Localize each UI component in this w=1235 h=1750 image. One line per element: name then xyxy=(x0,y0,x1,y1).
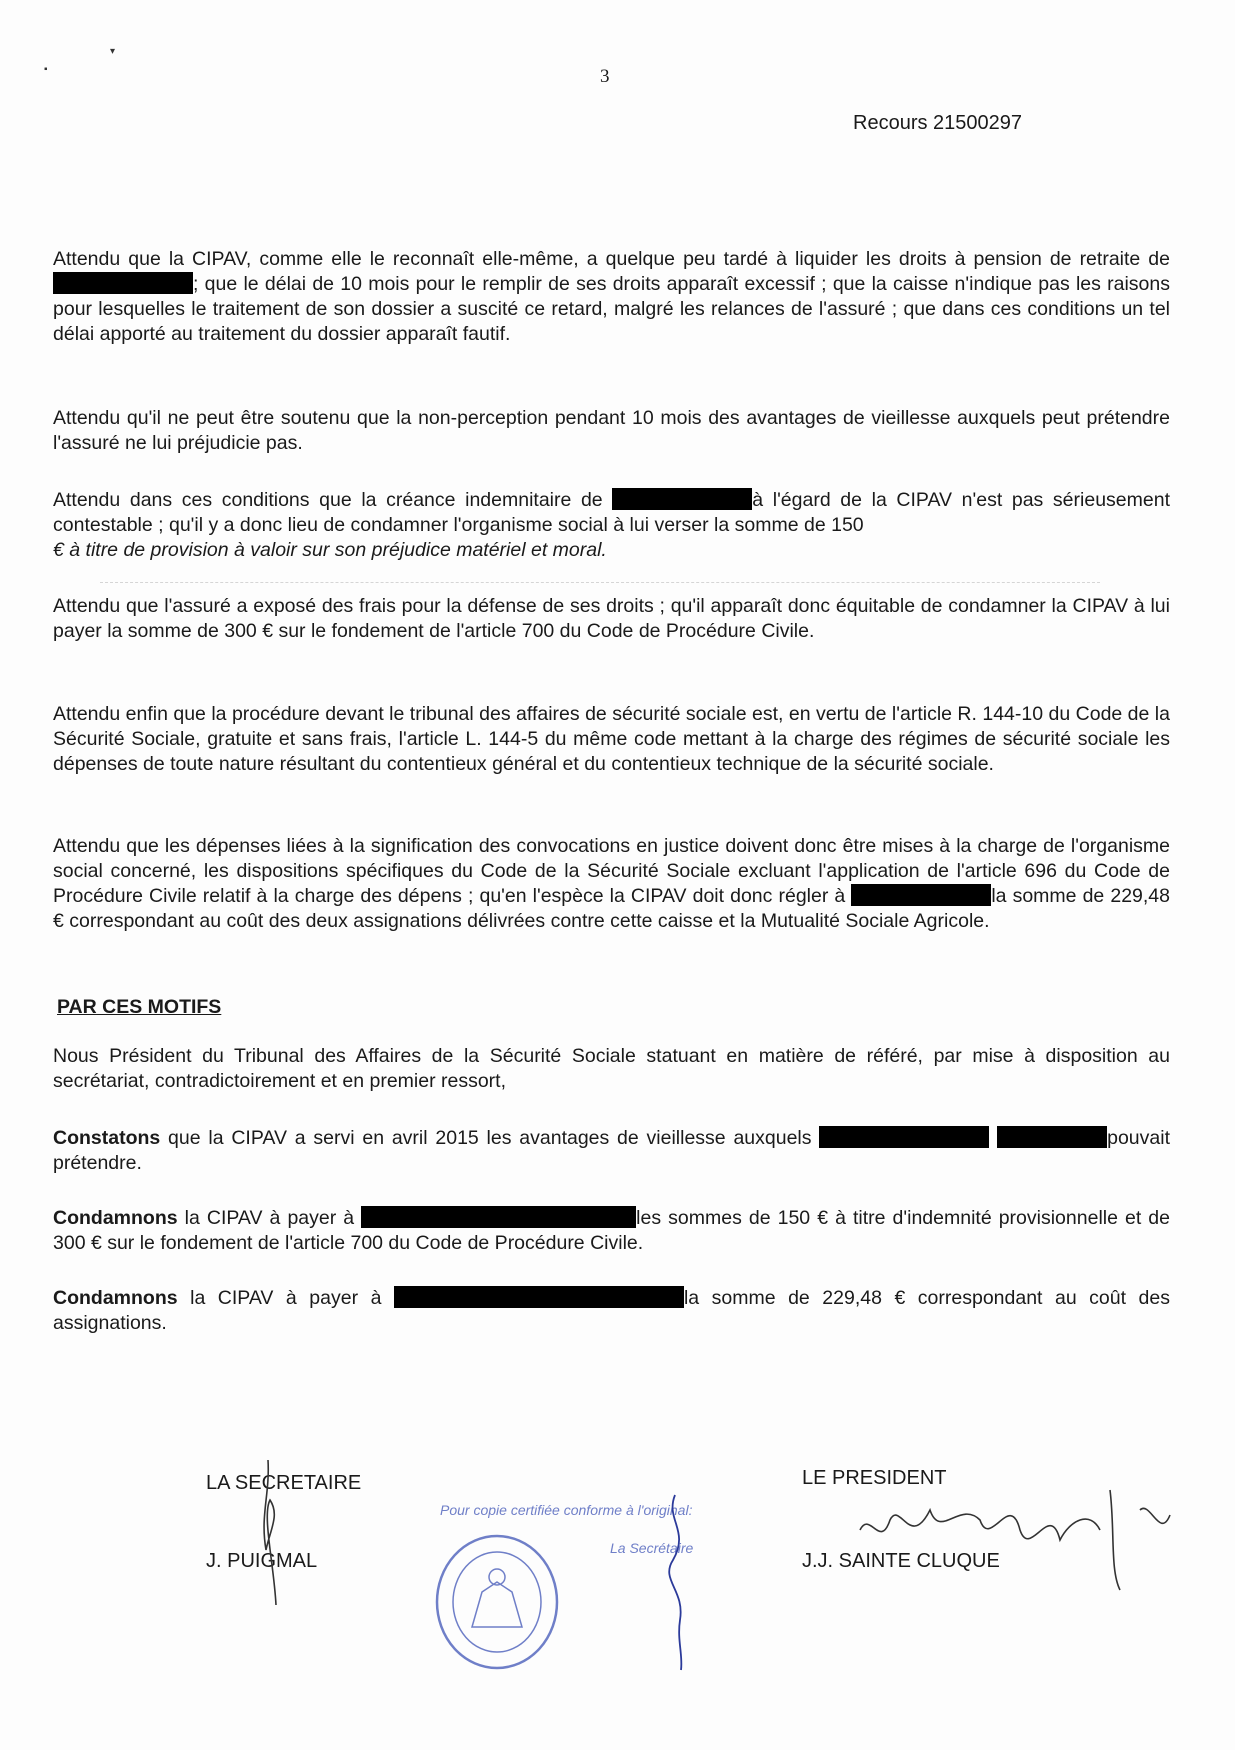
secretary-title: LA SECRETAIRE xyxy=(206,1472,362,1494)
case-reference: Recours 21500297 xyxy=(853,112,1023,134)
redaction-bar xyxy=(53,272,193,294)
paragraph-3: Attendu dans ces conditions que la créance indemnitaire de à l'égard de la CIPAV n'est pas sérieusement contestable ; qu'il y a donc lieu de condamner l'organisme social à lui verser la somme de 150 € à titre de provision à valoir sur son préjudice matériel et moral. xyxy=(53,489,1170,561)
paragraph-6: Attendu que les dépenses liées à la signification des convocations en justice doivent donc être mises à la charge de l'organisme social concerné, les dispositions spécifiques du Code de la Sécurité Sociale excluant l'application de l'article 696 du Code de Procédure Civile relatif à la charge des dépens ; qu'en l'espèce la CIPAV doit donc régler à la somme de 229,48 € correspondant au coût des deux assignations délivrées contre cette caisse et la Mutualité Sociale Agricole. xyxy=(53,835,1170,932)
redaction-bar xyxy=(819,1126,989,1148)
president-name: J.J. SAINTE CLUQUE xyxy=(802,1550,1000,1572)
motifs-heading: PAR CES MOTIFS xyxy=(57,996,222,1018)
decision-intro: Nous Président du Tribunal des Affaires de la Sécurité Sociale statuant en matière de référé, par mise à disposition au secrétariat, contradictoirement et en premier ressort, xyxy=(53,1045,1170,1092)
stamp-secretary-text: La Secrétaire xyxy=(610,1540,694,1556)
redaction-bar xyxy=(612,488,752,510)
redaction-bar xyxy=(997,1126,1107,1148)
page-number: 3 xyxy=(600,66,610,87)
scan-artifact-line xyxy=(100,582,1100,583)
president-signature-icon xyxy=(810,1470,1180,1600)
stamp-certified-text: Pour copie certifiée conforme à l'original: xyxy=(440,1502,693,1518)
paragraph-1: Attendu que la CIPAV, comme elle le reconnaît elle-même, a quelque peu tardé à liquider les droits à pension de retraite de ; que le délai de 10 mois pour le remplir de ses droits apparaît excessif ; que la caisse n'indique pas les raisons pour lesquelles le traitement de son dossier a suscité ce retard, malgré les relances de l'assuré ; que dans ces conditions un tel délai apporté au traitement du dossier apparaît fautif. xyxy=(53,248,1170,345)
official-seal-icon xyxy=(432,1532,562,1672)
secretary-name: J. PUIGMAL xyxy=(206,1550,318,1572)
president-title: LE PRESIDENT xyxy=(802,1467,947,1489)
ruling-condamnons-2: Condamnons la CIPAV à payer à la somme de 229,48 € correspondant au coût des assignations. xyxy=(53,1287,1170,1334)
stamp-signature-icon xyxy=(645,1490,705,1675)
scan-speck: ▾ xyxy=(110,46,116,57)
redaction-bar xyxy=(394,1286,684,1308)
redaction-bar xyxy=(851,884,991,906)
paragraph-4: Attendu que l'assuré a exposé des frais pour la défense de ses droits ; qu'il apparaît donc équitable de condamner la CIPAV à lui payer la somme de 300 € sur le fondement de l'article 700 du Code de Procédure Civile. xyxy=(53,595,1170,642)
paragraph-5: Attendu enfin que la procédure devant le tribunal des affaires de sécurité sociale est, en vertu de l'article R. 144-10 du Code de la Sécurité Sociale, gratuite et sans frais, l'article L. 144-5 du même code mettant à la charge des régimes de sécurité sociale les dépenses de toute nature résultant du contentieux général et du contentieux technique de la sécurité sociale. xyxy=(53,703,1170,775)
paragraph-2: Attendu qu'il ne peut être soutenu que la non-perception pendant 10 mois des avantages de vieillesse auxquels peut prétendre l'assuré ne lui préjudicie pas. xyxy=(53,407,1170,454)
ruling-condamnons-1: Condamnons la CIPAV à payer à les sommes de 150 € à titre d'indemnité provisionnelle et de 300 € sur le fondement de l'article 700 du Code de Procédure Civile. xyxy=(53,1207,1171,1254)
secretary-signature-icon xyxy=(240,1455,310,1615)
ruling-constatons: Constatons que la CIPAV a servi en avril 2015 les avantages de vieillesse auxquels pouvait prétendre. xyxy=(53,1127,1170,1174)
scan-speck: ▪ xyxy=(44,64,48,75)
redaction-bar xyxy=(361,1206,636,1228)
